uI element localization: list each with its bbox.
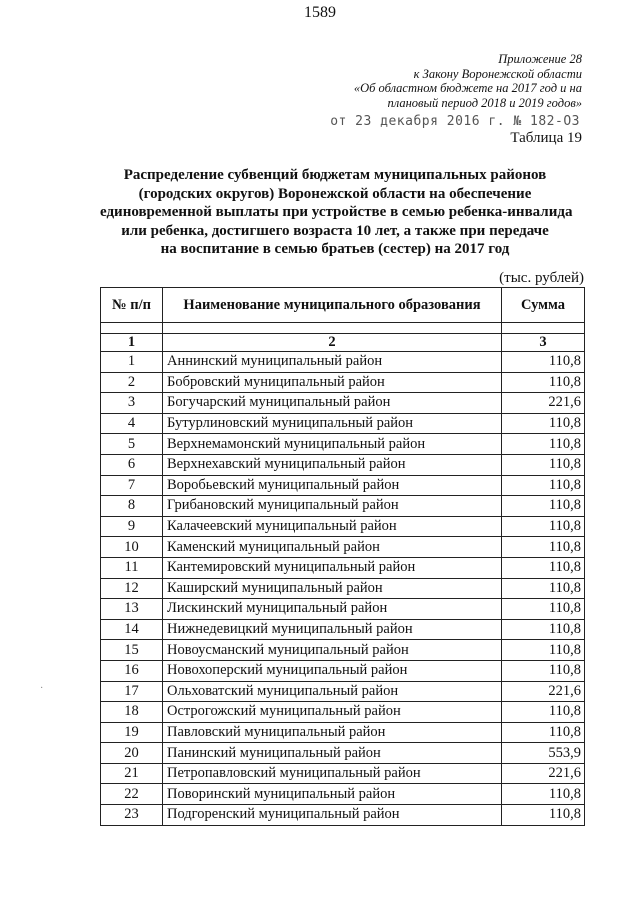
subvention-sum: 110,8 <box>502 516 585 537</box>
row-number: 6 <box>101 454 163 475</box>
table-row <box>101 372 585 393</box>
municipality-name: Воробьевский муниципальный район <box>163 475 502 496</box>
row-number: 14 <box>101 619 163 640</box>
municipality-name: Острогожский муниципальный район <box>163 702 502 723</box>
row-number: 1 <box>101 352 163 373</box>
municipality-name: Павловский муниципальный район <box>163 722 502 743</box>
gap-cell <box>163 323 502 334</box>
header-number: № п/п <box>101 288 163 323</box>
row-number: 16 <box>101 660 163 681</box>
subvention-sum: 110,8 <box>502 784 585 805</box>
table-row <box>101 434 585 455</box>
table-row <box>101 599 585 620</box>
subvention-sum: 110,8 <box>502 496 585 517</box>
table-row <box>101 784 585 805</box>
subvention-sum: 110,8 <box>502 722 585 743</box>
page-number: 1589 <box>304 4 336 21</box>
column-number-row <box>101 334 585 352</box>
municipality-name: Поворинский муниципальный район <box>163 784 502 805</box>
municipality-name: Лискинский муниципальный район <box>163 599 502 620</box>
row-number: 13 <box>101 599 163 620</box>
table-label: Таблица 19 <box>510 130 582 146</box>
subvention-sum: 110,8 <box>502 352 585 373</box>
subvention-sum: 110,8 <box>502 702 585 723</box>
row-number: 15 <box>101 640 163 661</box>
table-row <box>101 496 585 517</box>
row-number: 4 <box>101 413 163 434</box>
appendix-line: Приложение 28 <box>498 52 582 66</box>
row-number: 23 <box>101 805 163 826</box>
subvention-sum: 110,8 <box>502 475 585 496</box>
title-line: или ребенка, достигшего возраста 10 лет, а также при передаче <box>121 222 549 239</box>
title-line: Распределение субвенций бюджетам муниципальных районов <box>123 167 547 183</box>
title-line: единовременной выплаты при устройстве в семью ребенка-инвалида <box>100 204 573 220</box>
municipality-name: Новоусманский муниципальный район <box>163 640 502 661</box>
subvention-sum: 221,6 <box>502 681 585 702</box>
row-number: 11 <box>101 557 163 578</box>
document-title <box>100 166 573 259</box>
table-row <box>101 619 585 640</box>
subvention-table <box>100 287 585 826</box>
municipality-name: Подгоренский муниципальный район <box>163 805 502 826</box>
subvention-sum: 221,6 <box>502 393 585 414</box>
municipality-name: Ольховатский муниципальный район <box>163 681 502 702</box>
row-number: 10 <box>101 537 163 558</box>
row-number: 5 <box>101 434 163 455</box>
gap-cell <box>101 323 163 334</box>
municipality-name: Верхнехавский муниципальный район <box>163 454 502 475</box>
column-number: 2 <box>163 334 502 352</box>
table-row <box>101 393 585 414</box>
municipality-name: Бутурлиновский муниципальный район <box>163 413 502 434</box>
municipality-name: Новохоперский муниципальный район <box>163 660 502 681</box>
table-row <box>101 413 585 434</box>
row-number: 9 <box>101 516 163 537</box>
municipality-name: Калачеевский муниципальный район <box>163 516 502 537</box>
row-number: 19 <box>101 722 163 743</box>
subvention-sum: 110,8 <box>502 413 585 434</box>
table-row <box>101 537 585 558</box>
municipality-name: Панинский муниципальный район <box>163 743 502 764</box>
municipality-name: Богучарский муниципальный район <box>163 393 502 414</box>
subvention-sum: 110,8 <box>502 578 585 599</box>
row-number: 21 <box>101 763 163 784</box>
row-number: 18 <box>101 702 163 723</box>
municipality-name: Каменский муниципальный район <box>163 537 502 558</box>
appendix-line: плановый период 2018 и 2019 годов» <box>387 95 582 110</box>
subvention-sum: 110,8 <box>502 454 585 475</box>
row-number: 7 <box>101 475 163 496</box>
row-number: 8 <box>101 496 163 517</box>
subvention-sum: 110,8 <box>502 619 585 640</box>
table-gap-row <box>101 323 585 334</box>
subvention-sum: 553,9 <box>502 743 585 764</box>
subvention-sum: 110,8 <box>502 434 585 455</box>
margin-mark: · <box>40 683 44 694</box>
appendix-line: «Об областном бюджете на 2017 год и на <box>353 81 582 95</box>
gap-cell <box>502 323 585 334</box>
row-number: 20 <box>101 743 163 764</box>
municipality-name: Аннинский муниципальный район <box>163 352 502 373</box>
municipality-name: Бобровский муниципальный район <box>163 372 502 393</box>
table-row <box>101 640 585 661</box>
units-label: (тыс. рублей) <box>499 270 584 286</box>
subvention-sum: 110,8 <box>502 640 585 661</box>
subvention-sum: 110,8 <box>502 537 585 558</box>
table-row <box>101 681 585 702</box>
subvention-sum: 110,8 <box>502 599 585 620</box>
municipality-name: Грибановский муниципальный район <box>163 496 502 517</box>
appendix-line: к Закону Воронежской области <box>413 66 582 81</box>
municipality-name: Верхнемамонский муниципальный район <box>163 434 502 455</box>
municipality-name: Кантемировский муниципальный район <box>163 557 502 578</box>
table-row <box>101 352 585 373</box>
subvention-sum: 110,8 <box>502 372 585 393</box>
row-number: 17 <box>101 681 163 702</box>
table-row <box>101 660 585 681</box>
row-number: 3 <box>101 393 163 414</box>
column-number: 3 <box>502 334 585 352</box>
title-line: на воспитание в семью братьев (сестер) на 2017 год <box>160 241 510 257</box>
table-row <box>101 454 585 475</box>
appendix-header <box>354 52 582 110</box>
table-row <box>101 743 585 764</box>
table-row <box>101 805 585 826</box>
row-number: 2 <box>101 372 163 393</box>
header-name: Наименование муниципального образования <box>163 288 502 323</box>
table-row <box>101 702 585 723</box>
title-line: (городских округов) Воронежской области на обеспечение <box>138 185 532 202</box>
municipality-name: Нижнедевицкий муниципальный район <box>163 619 502 640</box>
subvention-sum: 221,6 <box>502 763 585 784</box>
table-header-row <box>101 288 585 323</box>
law-date-stamp: от 23 декабря 2016 г. № 182-ОЗ <box>330 114 580 129</box>
subvention-sum: 110,8 <box>502 557 585 578</box>
subvention-sum: 110,8 <box>502 660 585 681</box>
column-number: 1 <box>101 334 163 352</box>
municipality-name: Каширский муниципальный район <box>163 578 502 599</box>
table-row <box>101 763 585 784</box>
municipality-name: Петропавловский муниципальный район <box>163 763 502 784</box>
table-row <box>101 475 585 496</box>
table-row <box>101 557 585 578</box>
table-row <box>101 516 585 537</box>
table-row <box>101 722 585 743</box>
row-number: 22 <box>101 784 163 805</box>
row-number: 12 <box>101 578 163 599</box>
subvention-sum: 110,8 <box>502 805 585 826</box>
table-row <box>101 578 585 599</box>
header-sum: Сумма <box>502 288 585 323</box>
